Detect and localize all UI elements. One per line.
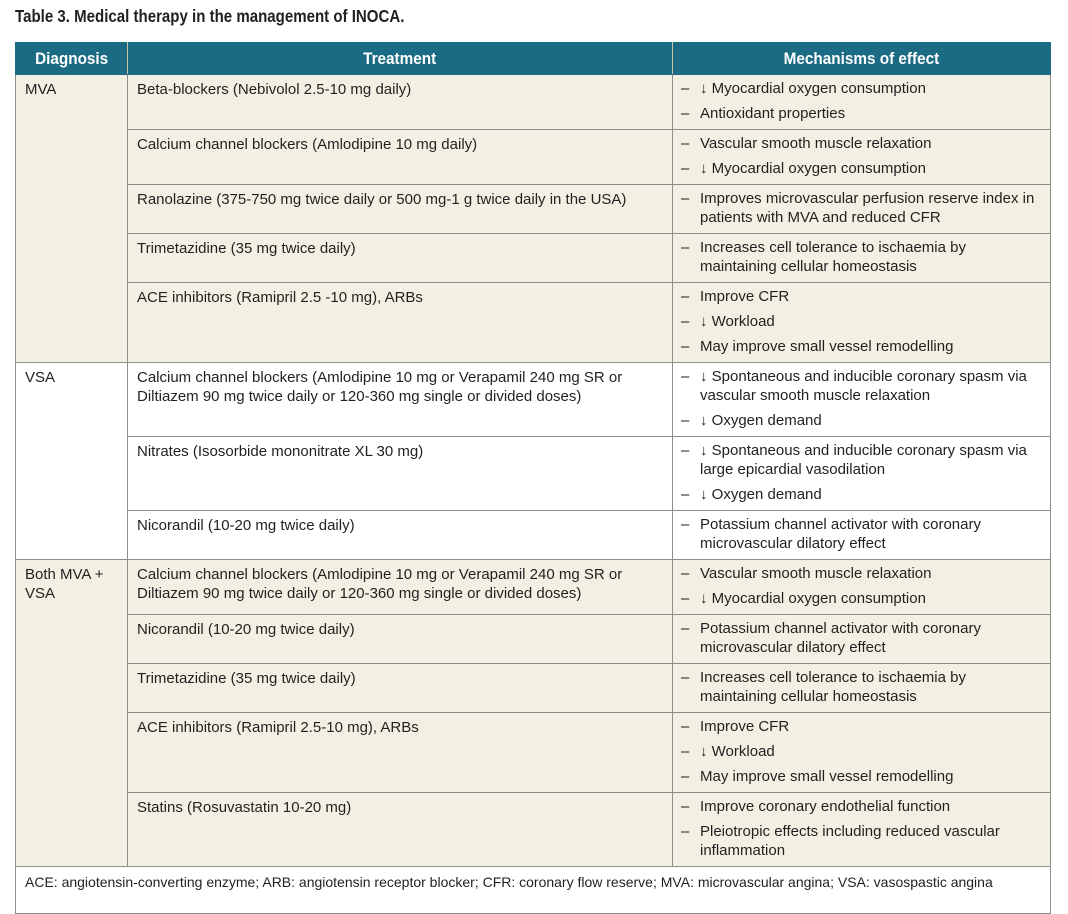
dash-bullet: – bbox=[681, 190, 690, 207]
dash-bullet: – bbox=[681, 313, 690, 330]
mechanism-item bbox=[681, 134, 1042, 153]
mechanisms-cell bbox=[673, 560, 1051, 615]
table-row bbox=[16, 560, 1051, 615]
mechanism-item bbox=[681, 104, 1042, 123]
dash-bullet: – bbox=[681, 798, 690, 815]
mechanism-text: ↓ Workload bbox=[700, 313, 775, 330]
mechanism-item bbox=[681, 515, 1042, 553]
mechanism-text: Pleiotropic effects including reduced vascular inflammation bbox=[700, 823, 1000, 859]
mechanism-text: Potassium channel activator with coronary microvascular dilatory effect bbox=[700, 516, 981, 552]
dash-bullet: – bbox=[681, 718, 690, 735]
mechanism-text: May improve small vessel remodelling bbox=[700, 338, 954, 355]
mechanisms-cell bbox=[673, 283, 1051, 363]
mechanism-text: ↓ Spontaneous and inducible coronary spasm via large epicardial vasodilation bbox=[700, 442, 1027, 478]
dash-bullet: – bbox=[681, 368, 690, 385]
treatment-cell: ACE inhibitors (Ramipril 2.5 -10 mg), ARBs bbox=[128, 283, 673, 363]
treatment-cell: Trimetazidine (35 mg twice daily) bbox=[128, 234, 673, 283]
mechanism-item bbox=[681, 238, 1042, 276]
mechanism-text: Improve coronary endothelial function bbox=[700, 798, 951, 815]
diagnosis-cell: Both MVA + VSA bbox=[16, 560, 128, 867]
mechanism-item bbox=[681, 767, 1042, 786]
mechanisms-cell bbox=[673, 437, 1051, 511]
mechanisms-cell bbox=[673, 664, 1051, 713]
table-row bbox=[16, 437, 1051, 511]
mechanism-text: Increases cell tolerance to ischaemia by maintaining cellular homeostasis bbox=[700, 239, 966, 275]
table-row bbox=[16, 511, 1051, 560]
mechanism-item bbox=[681, 822, 1042, 860]
mechanism-item bbox=[681, 797, 1042, 816]
mechanism-item bbox=[681, 441, 1042, 479]
mechanism-text: Vascular smooth muscle relaxation bbox=[700, 135, 932, 152]
header-treatment: Treatment bbox=[128, 43, 673, 75]
mechanisms-cell bbox=[673, 185, 1051, 234]
dash-bullet: – bbox=[681, 486, 690, 503]
dash-bullet: – bbox=[681, 239, 690, 256]
mechanisms-cell bbox=[673, 130, 1051, 185]
dash-bullet: – bbox=[681, 160, 690, 177]
treatment-cell: Ranolazine (375-750 mg twice daily or 500 mg-1 g twice daily in the USA) bbox=[128, 185, 673, 234]
dash-bullet: – bbox=[681, 80, 690, 97]
dash-bullet: – bbox=[681, 669, 690, 686]
dash-bullet: – bbox=[681, 412, 690, 429]
mechanism-text: ↓ Myocardial oxygen consumption bbox=[700, 160, 926, 177]
table-row bbox=[16, 283, 1051, 363]
mechanisms-cell bbox=[673, 615, 1051, 664]
table-header bbox=[16, 43, 1051, 75]
table-row bbox=[16, 363, 1051, 437]
header-mechanisms: Mechanisms of effect bbox=[673, 43, 1051, 75]
treatment-cell: Beta-blockers (Nebivolol 2.5-10 mg daily) bbox=[128, 75, 673, 130]
mechanism-text: Vascular smooth muscle relaxation bbox=[700, 565, 932, 582]
mechanism-text: May improve small vessel remodelling bbox=[700, 768, 954, 785]
table-row bbox=[16, 793, 1051, 867]
mechanism-item bbox=[681, 717, 1042, 736]
mechanism-item bbox=[681, 159, 1042, 178]
dash-bullet: – bbox=[681, 135, 690, 152]
mechanism-text: Improve CFR bbox=[700, 718, 790, 735]
dash-bullet: – bbox=[681, 823, 690, 840]
mechanism-item bbox=[681, 367, 1042, 405]
mechanism-item bbox=[681, 485, 1042, 504]
diagnosis-cell: MVA bbox=[16, 75, 128, 363]
table-footnote: ACE: angiotensin-converting enzyme; ARB: angiotensin receptor blocker; CFR: coronary flow reserve; MVA: microvascular angina; VSA: vasospastic angina bbox=[16, 867, 1051, 914]
treatment-cell: Calcium channel blockers (Amlodipine 10 mg or Verapamil 240 mg SR or Diltiazem 90 mg twice daily or 120-360 mg single or divided doses) bbox=[128, 363, 673, 437]
mechanisms-cell bbox=[673, 511, 1051, 560]
mechanism-item bbox=[681, 589, 1042, 608]
table-row bbox=[16, 713, 1051, 793]
therapy-table bbox=[15, 42, 1051, 914]
mechanism-text: ↓ Workload bbox=[700, 743, 775, 760]
mechanism-item bbox=[681, 619, 1042, 657]
dash-bullet: – bbox=[681, 516, 690, 533]
mechanism-text: Antioxidant properties bbox=[700, 105, 846, 122]
treatment-cell: Nitrates (Isosorbide mononitrate XL 30 mg) bbox=[128, 437, 673, 511]
treatment-cell: Calcium channel blockers (Amlodipine 10 mg daily) bbox=[128, 130, 673, 185]
mechanism-text: ↓ Oxygen demand bbox=[700, 412, 822, 429]
dash-bullet: – bbox=[681, 288, 690, 305]
mechanism-item bbox=[681, 668, 1042, 706]
mechanisms-cell bbox=[673, 713, 1051, 793]
mechanism-text: ↓ Myocardial oxygen consumption bbox=[700, 80, 926, 97]
dash-bullet: – bbox=[681, 105, 690, 122]
table-row bbox=[16, 234, 1051, 283]
mechanisms-cell bbox=[673, 234, 1051, 283]
mechanisms-cell bbox=[673, 793, 1051, 867]
mechanism-text: ↓ Myocardial oxygen consumption bbox=[700, 590, 926, 607]
header-diagnosis: Diagnosis bbox=[16, 43, 128, 75]
dash-bullet: – bbox=[681, 743, 690, 760]
treatment-cell: Nicorandil (10-20 mg twice daily) bbox=[128, 511, 673, 560]
treatment-cell: Statins (Rosuvastatin 10-20 mg) bbox=[128, 793, 673, 867]
mechanism-item bbox=[681, 312, 1042, 331]
dash-bullet: – bbox=[681, 338, 690, 355]
treatment-cell: Nicorandil (10-20 mg twice daily) bbox=[128, 615, 673, 664]
mechanism-text: ↓ Oxygen demand bbox=[700, 486, 822, 503]
mechanisms-cell bbox=[673, 363, 1051, 437]
treatment-cell: Trimetazidine (35 mg twice daily) bbox=[128, 664, 673, 713]
dash-bullet: – bbox=[681, 565, 690, 582]
table-row bbox=[16, 615, 1051, 664]
mechanism-item bbox=[681, 287, 1042, 306]
mechanism-text: ↓ Spontaneous and inducible coronary spasm via vascular smooth muscle relaxation bbox=[700, 368, 1027, 404]
mechanism-item bbox=[681, 189, 1042, 227]
dash-bullet: – bbox=[681, 768, 690, 785]
table-body bbox=[16, 75, 1051, 867]
table-row bbox=[16, 664, 1051, 713]
mechanism-item bbox=[681, 564, 1042, 583]
mechanism-item bbox=[681, 411, 1042, 430]
mechanism-text: Improves microvascular perfusion reserve index in patients with MVA and reduced CFR bbox=[700, 190, 1035, 226]
mechanism-text: Increases cell tolerance to ischaemia by maintaining cellular homeostasis bbox=[700, 669, 966, 705]
dash-bullet: – bbox=[681, 590, 690, 607]
table-caption: Table 3. Medical therapy in the management of INOCA. bbox=[15, 6, 405, 26]
treatment-cell: Calcium channel blockers (Amlodipine 10 mg or Verapamil 240 mg SR or Diltiazem 90 mg twice daily or 120-360 mg single or divided doses) bbox=[128, 560, 673, 615]
mechanism-item bbox=[681, 742, 1042, 761]
table-row bbox=[16, 75, 1051, 130]
mechanism-text: Improve CFR bbox=[700, 288, 790, 305]
treatment-cell: ACE inhibitors (Ramipril 2.5-10 mg), ARBs bbox=[128, 713, 673, 793]
mechanisms-cell bbox=[673, 75, 1051, 130]
table-row bbox=[16, 130, 1051, 185]
mechanism-item bbox=[681, 337, 1042, 356]
dash-bullet: – bbox=[681, 620, 690, 637]
mechanism-text: Potassium channel activator with coronary microvascular dilatory effect bbox=[700, 620, 981, 656]
dash-bullet: – bbox=[681, 442, 690, 459]
diagnosis-cell: VSA bbox=[16, 363, 128, 560]
table-row bbox=[16, 185, 1051, 234]
mechanism-item bbox=[681, 79, 1042, 98]
